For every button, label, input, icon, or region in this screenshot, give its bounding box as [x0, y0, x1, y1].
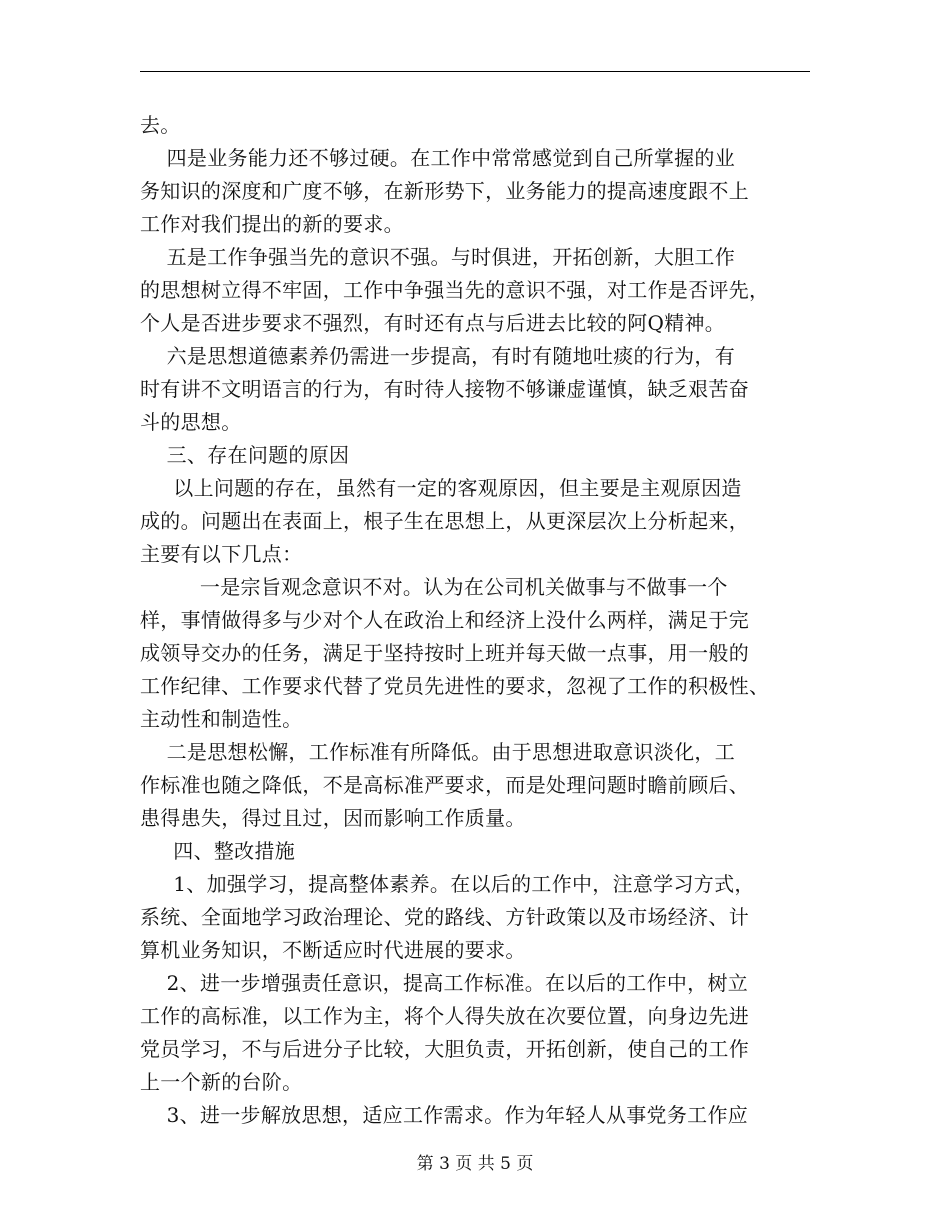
text-line: 主要有以下几点：: [140, 542, 303, 566]
text-line: 上一个新的台阶。: [140, 1070, 303, 1094]
text-line: 一是宗旨观念意识不对。认为在公司机关做事与不做事一个: [140, 575, 728, 599]
text-line: 工作纪律、工作要求代替了党员先进性的要求，忽视了工作的积极性、: [140, 674, 770, 698]
text-line: 样，事情做得多与少对个人在政治上和经济上没什么两样，满足于完: [140, 608, 749, 632]
text-line: 四是业务能力还不够过硬。在工作中常常感觉到自己所掌握的业: [140, 146, 736, 170]
text-line: 去。: [140, 113, 181, 137]
header-rule: [140, 71, 810, 72]
text-line: 主动性和制造性。: [140, 707, 303, 731]
text-line: 务知识的深度和广度不够，在新形势下，业务能力的提高速度跟不上: [140, 179, 749, 203]
text-line: 工作对我们提出的新的要求。: [140, 212, 404, 236]
text-line: 时有讲不文明语言的行为，有时待人接物不够谦虚谨慎，缺乏艰苦奋: [140, 377, 749, 401]
text-line: 二是思想松懈，工作标准有所降低。由于思想进取意识淡化，工: [140, 740, 736, 764]
section-heading: 四、整改措施: [140, 839, 296, 863]
page-number-footer: 第 3 页 共 5 页: [416, 1154, 534, 1174]
text-line: 五是工作争强当先的意识不强。与时俱进，开拓创新，大胆工作: [140, 245, 736, 269]
text-line: 斗的思想。: [140, 410, 242, 434]
text-line: 成的。问题出在表面上，根子生在思想上，从更深层次上分析起来，: [140, 509, 749, 533]
text-line: 六是思想道德素养仍需进一步提高，有时有随地吐痰的行为，有: [140, 344, 736, 368]
text-line: 工作的高标准，以工作为主，将个人得失放在次要位置，向身边先进: [140, 1004, 749, 1028]
text-line: 个人是否进步要求不强烈，有时还有点与后进去比较的阿Q精神。: [140, 311, 726, 335]
text-line: 患得患失，得过且过，因而影响工作质量。: [140, 806, 526, 830]
text-line: 的思想树立得不牢固，工作中争强当先的意识不强，对工作是否评先，: [140, 278, 770, 302]
text-line: 算机业务知识，不断适应时代进展的要求。: [140, 938, 526, 962]
text-line: 党员学习，不与后进分子比较，大胆负责，开拓创新，使自己的工作: [140, 1037, 749, 1061]
text-line: 3、进一步解放思想，适应工作需求。作为年轻人从事党务工作应: [140, 1103, 749, 1127]
section-heading: 三、存在问题的原因: [140, 443, 350, 467]
text-line: 成领导交办的任务，满足于坚持按时上班并每天做一点事，用一般的: [140, 641, 749, 665]
text-line: 以上问题的存在，虽然有一定的客观原因，但主要是主观原因造: [140, 476, 742, 500]
text-line: 作标准也随之降低，不是高标准严要求，而是处理问题时瞻前顾后、: [140, 773, 749, 797]
text-line: 1、加强学习，提高整体素养。在以后的工作中，注意学习方式，: [140, 872, 755, 896]
text-line: 2、进一步增强责任意识，提高工作标准。在以后的工作中，树立: [140, 971, 749, 995]
text-line: 系统、全面地学习政治理论、党的路线、方针政策以及市场经济、计: [140, 905, 749, 929]
